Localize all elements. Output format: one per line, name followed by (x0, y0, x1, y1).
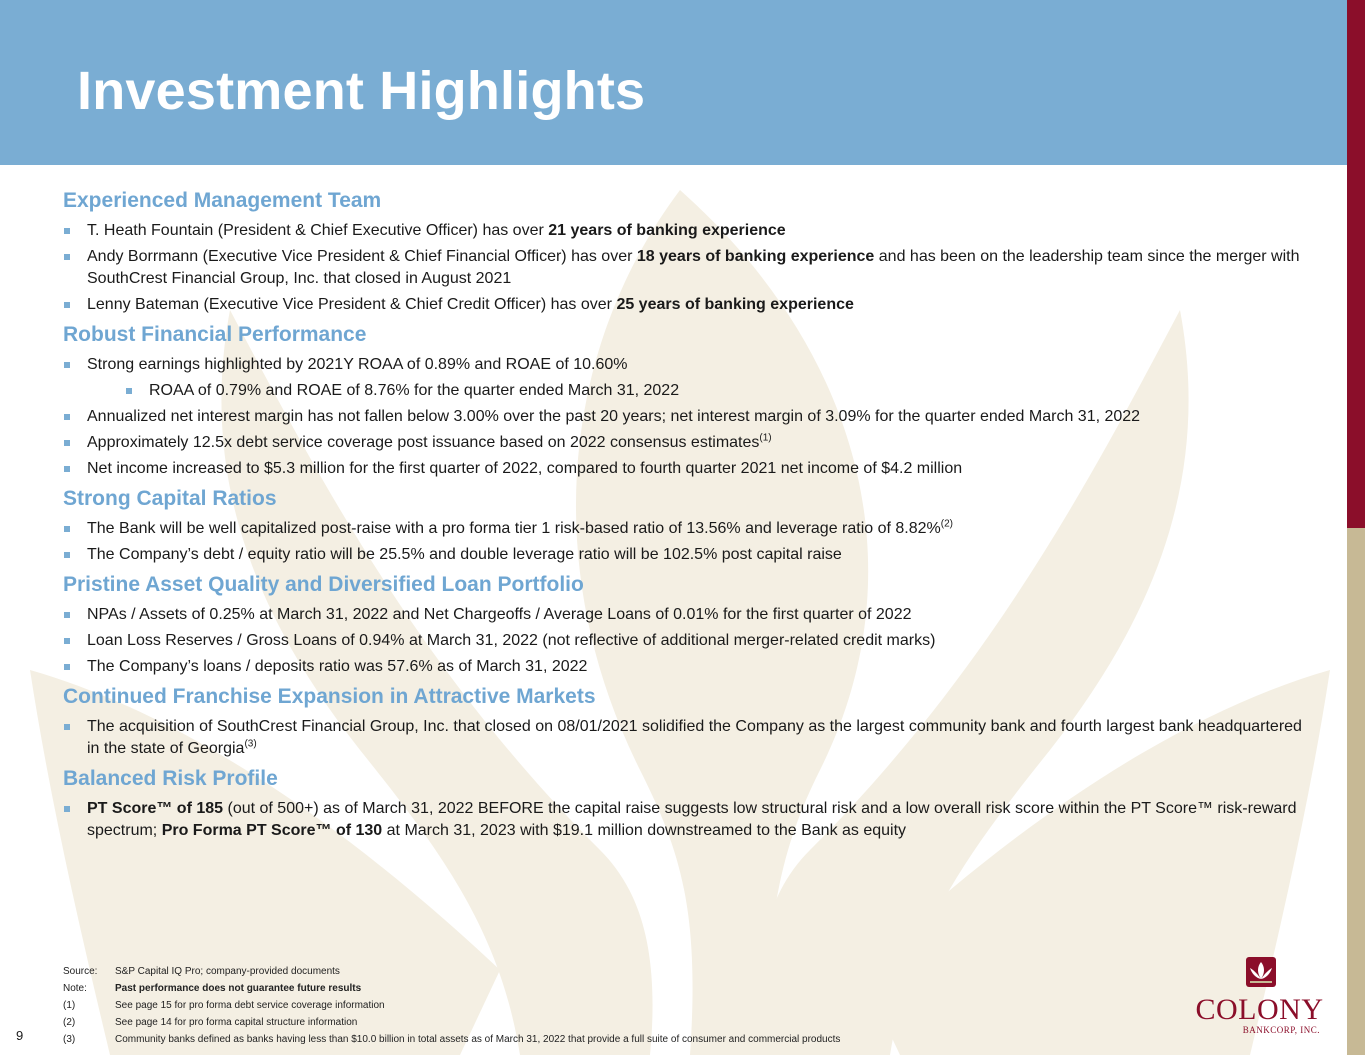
list-item: Net income increased to $5.3 million for the first quarter of 2022, compared to fourth quarter 2021 net income of $4.2 million (63, 458, 1313, 480)
list-item: Annualized net interest margin has not fallen below 3.00% over the past 20 years; net interest margin of 3.09% for the quarter ended March 31, 2022 (63, 406, 1313, 428)
lotus-logo-icon (1244, 955, 1278, 989)
company-logo (1192, 955, 1327, 1040)
section-franchise-expansion (63, 682, 1313, 760)
footnotes (63, 963, 840, 1048)
section-management (63, 186, 1313, 316)
header-banner (0, 0, 1347, 165)
list-item: Andy Borrmann (Executive Vice President & Chief Financial Officer) has over 18 years of banking experience and has been on the leadership team since the merger with SouthCrest Financial Group, Inc. that closed in August 2021 (63, 246, 1313, 290)
footnote-row: (3) Community banks defined as banks having less than $10.0 billion in total assets as of March 31, 2022 that provide a full suite of consumer and commercial products (63, 1034, 841, 1045)
section-title: Continued Franchise Expansion in Attractive Markets (63, 685, 596, 708)
page-title: Investment Highlights (77, 61, 646, 121)
section-asset-quality (63, 570, 1313, 678)
side-accent-red (1347, 0, 1365, 528)
section-financial-performance (63, 320, 1313, 480)
page-number: 9 (16, 1028, 24, 1043)
section-title: Balanced Risk Profile (63, 767, 278, 790)
logo-wordmark: COLONY (1195, 993, 1324, 1026)
list-item: The acquisition of SouthCrest Financial Group, Inc. that closed on 08/01/2021 solidified the Company as the largest community bank and fourth largest bank headquartered in the state of Georgia$^{(3)}$ (63, 716, 1313, 760)
section-risk-profile (63, 764, 1313, 842)
list-item: NPAs / Assets of 0.25% at March 31, 2022 and Net Chargeoffs / Average Loans of 0.01% for the first quarter of 2022 (63, 604, 1313, 626)
list-item: The Company’s debt / equity ratio will be 25.5% and double leverage ratio will be 102.5% post capital raise (63, 544, 1313, 566)
list-item: Strong earnings highlighted by 2021Y ROAA of 0.89% and ROAE of 10.60% (63, 354, 1313, 376)
section-title: Robust Financial Performance (63, 323, 367, 346)
list-item: PT Score™ of 185 (out of 500+) as of March 31, 2022 BEFORE the capital raise suggests low structural risk and a low overall risk score within the PT Score™ risk-reward spectrum; Pro Forma PT Score™ of 130 at March 31, 2023 with $19.1 million downstreamed to the Bank as equity (63, 798, 1313, 842)
footnote-row: Note: Past performance does not guarantee future results (63, 983, 362, 994)
list-item: The Bank will be well capitalized post-raise with a pro forma tier 1 risk-based ratio of 13.56% and leverage ratio of 8.82%$^{(2)}$ (63, 518, 1313, 540)
highlights-content (63, 186, 1313, 846)
section-capital-ratios (63, 484, 1313, 566)
footnote-ref: (2) (940, 518, 953, 530)
list-item: The Company’s loans / deposits ratio was 57.6% as of March 31, 2022 (63, 656, 1313, 678)
list-sub-item: ROAA of 0.79% and ROAE of 8.76% for the quarter ended March 31, 2022 (125, 380, 1313, 402)
section-title: Strong Capital Ratios (63, 487, 277, 510)
section-title: Pristine Asset Quality and Diversified Loan Portfolio (63, 573, 584, 596)
section-title: Experienced Management Team (63, 189, 382, 212)
footnote-ref: (1) (759, 432, 772, 444)
list-item: Lenny Bateman (Executive Vice President & Chief Credit Officer) has over 25 years of banking experience (63, 294, 1313, 316)
logo-subtitle: BANKCORP, INC. (1242, 1025, 1320, 1035)
footnote-row: Source: S&P Capital IQ Pro; company-provided documents (63, 966, 340, 977)
list-item: Loan Loss Reserves / Gross Loans of 0.94% at March 31, 2022 (not reflective of additional merger-related credit marks) (63, 630, 1313, 652)
footnote-ref: (3) (244, 738, 257, 750)
footnote-row: (2) See page 14 for pro forma capital structure information (63, 1017, 358, 1028)
list-item: Approximately 12.5x debt service coverage post issuance based on 2022 consensus estimates$^{(1)}$ (63, 432, 1313, 454)
side-accent-gold (1347, 528, 1365, 1055)
list-item: T. Heath Fountain (President & Chief Executive Officer) has over 21 years of banking experience (63, 220, 1313, 242)
footnote-row: (1) See page 15 for pro forma debt service coverage information (63, 1000, 385, 1011)
